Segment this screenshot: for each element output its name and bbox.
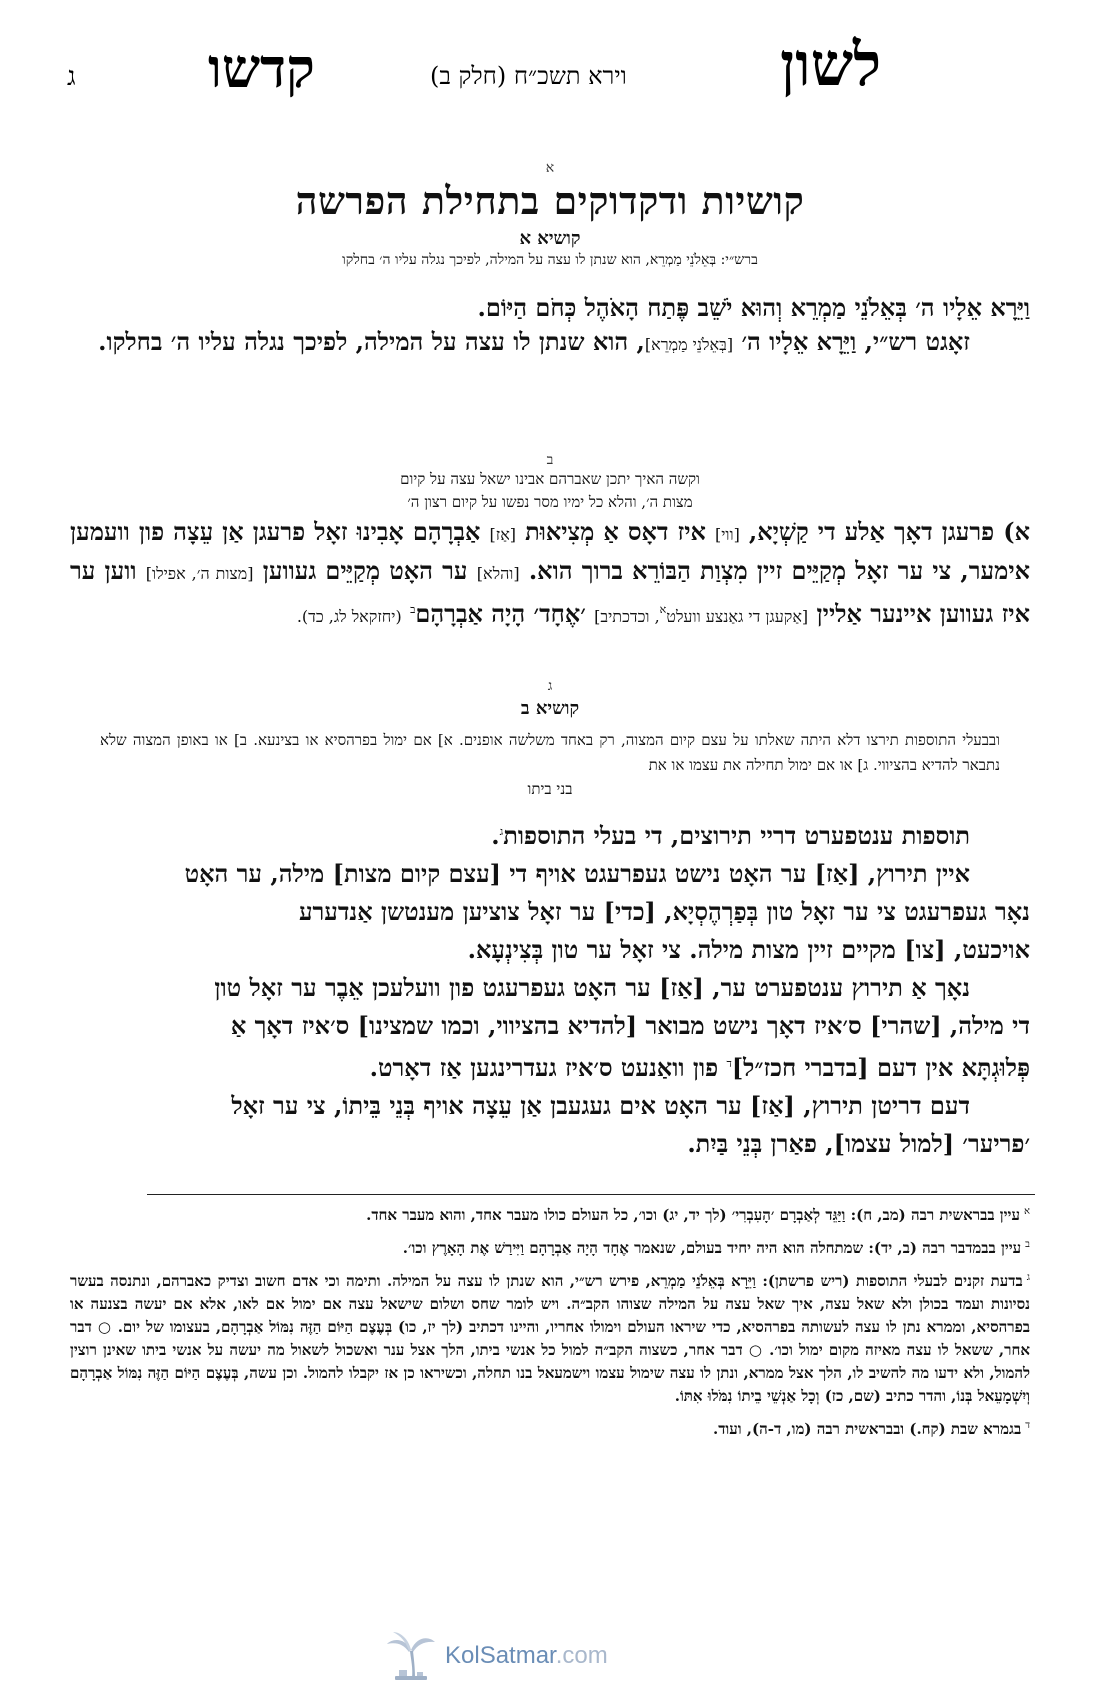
paragraph-1 xyxy=(70,322,1030,365)
p2-i: ווען ער איז געווען איינער אַליין xyxy=(70,556,1030,628)
p3-line-2: איין תירוץ, [אַז] ער האָט נישט געפרעגט אויף די [עצם קיום מצות] מילה, ער האָט xyxy=(184,859,970,888)
paragraph-3 xyxy=(70,813,1030,1163)
footnote-text: עיין בבראשית רבה (מב, ח): וַיַּגֵּד לְאַבְרָם ׳הָעִבְרִי׳ (לך יד, יג) וכו׳, כל העולם כולו מעבר אחד, והוא מעבר אחד. xyxy=(366,1206,1020,1224)
p2-m: (יחזקאל לג, כד). xyxy=(296,607,402,626)
watermark-brand: KolSatmar xyxy=(445,1642,556,1669)
palm-tree-icon xyxy=(385,1630,437,1686)
footnote xyxy=(70,1266,1030,1408)
footnote-mark: ד xyxy=(1025,1420,1030,1431)
header-parsha: וירא תשכ״ח (חלק ב) xyxy=(430,62,627,90)
footnotes xyxy=(70,1200,1030,1447)
footnote-divider xyxy=(147,1194,1035,1195)
kushya-1-subtitle: ברש״י: בְּאֵלֹנֵי מַמְרֵא, הוא שנתן לו עצה על המילה, לפיכך נגלה עליו ה׳ בחלקו xyxy=(342,252,758,268)
p3-line-8: דעם דריטן תירוץ, [אַז] ער האָט אים געגעבן אַן עֵצָה אויף בְּנֵי בֵּיתוֹ, צי ער זאָל xyxy=(231,1091,970,1120)
kolsatmar-watermark xyxy=(385,1630,645,1690)
p2-j: [אַקעגן די גאַנצע וועלט xyxy=(666,607,809,626)
footnote-ref-a[interactable]: א xyxy=(659,603,667,616)
footnote-ref-b[interactable]: ב xyxy=(410,603,416,616)
header-kodsho: קדשו xyxy=(208,36,315,100)
p2-g: ער האָט מְקַיֵּים געווען xyxy=(262,556,468,585)
p3-line-7-end: פון וואַנעט ס׳איז געדרינגען אַז דאָרט. xyxy=(369,1053,719,1082)
footnote-ref-d[interactable]: ד xyxy=(726,1057,732,1070)
p3-line xyxy=(70,1045,1030,1087)
p3-line-5: נאָך אַ תירוץ ענטפערט ער, [אַז] ער האָט געפרעגט פון וועלעכן אֵבֶר ער זאָל טון xyxy=(214,973,970,1002)
p1-text-a: זאָגט רש״י, וַיֵּרָא אֵלָיו ה׳ xyxy=(741,327,970,356)
watermark-tld: .com xyxy=(555,1642,608,1669)
p3-line-4: אויכעט, [צו] מקיים זיין מצות מילה. צי זאָל ער טון בְּצִינְעָא. xyxy=(467,935,1030,964)
page-title: קושיות ודקדוקים בתחילת הפרשה xyxy=(295,178,805,223)
p3-line-1: תוספות ענטפערט דריי תירוצים, די בעלי התוספות xyxy=(503,821,970,850)
p2-d: [אַז] xyxy=(489,525,517,544)
header-lashon: לשון xyxy=(780,30,882,100)
question-line-2: מצות ה׳, והלא כל ימיו מסר נפשו על קיום רצון ה׳ xyxy=(407,493,693,511)
footnote-text: בגמרא שבת (קח.) ובבראשית רבה (מו, ד-ה), ועוד. xyxy=(712,1420,1022,1438)
question-line-1: וקשה האיך יתכן שאברהם אבינו ישאל עצה על קיום xyxy=(400,470,700,488)
section-mark-b: ב xyxy=(546,452,554,468)
p3-line-9: ׳פריער׳ [למול עצמו], פאַרן בְּנֵי בַּיִת. xyxy=(687,1129,1030,1158)
p3-line-6: די מילה, [שהרי] ס׳איז דאָך נישט מבואר [להדיא בהציווי, וכמו שמצינו] ס׳איז דאָך אַ xyxy=(230,1011,1030,1040)
section-mark-g: ג xyxy=(547,678,553,694)
p2-l: ׳אֶחָד׳ הָיָה אַבְרָהָם xyxy=(415,599,586,628)
p2-h: [מצות ה׳, אפילו] xyxy=(145,564,254,583)
footnote-text: בדעת זקנים לבעלי התוספות (ריש פרשתן): וַיֵּרָא בְּאֵלֹנֵי מַמְרֵא, פירש רש״י, הוא שנתן לו עצה על המילה. ותימה וכי אדם חשוב וצדיק כאברהם, ונתנסה בעשר נסיונות ועמד בכולן ולא שאל עצה, איך שאל עצה על המילה שצוהו הקב״ה. ויש לומר שחס ושלום שישאל עצה אם ימול אם לאו, אלא אם יעשה בצנעה או בפרהסיא, וממרא נתן לו עצה לעשותה בפרהסיא, כדי שיראו העולם וימולו אחריו, והיינו דכתיב (לך יז, כו) בְּעֶצֶם הַיּוֹם הַזֶּה נִמּוֹל אַבְרָהָם, בעצומו של יום. ○ דבר אחר, ששאל לו עצה מאיזה מקום ימול וכו׳. ○ דבר אחר, כשצוה הקב״ה למול כל אנשי ביתו, הלך אצל ענר ואשכול לשאול מה יעשה על אנשי ביתו שאינן רוצין להמול, ולא ידעו מה להשיב לו, הלך אצל ממרא, ונתן לו עצה שימול עצמו וישמעאל בנו תחלה, וכשיראו כן אז יקבלו להמול. וכן עשה, בְּעֶצֶם הַיּוֹם הַזֶּה נִמּוֹל אַבְרָהָם וְיִשְׁמָעֵאל בְּנוֹ, והדר כתיב (שם, כז) וְכָל אַנְשֵׁי בֵיתוֹ נִמֹּלוּ אִתּוֹ. xyxy=(70,1272,1030,1405)
p3-line-7: פְּלוּגְתָּא אין דעם [בדברי חכז״ל] xyxy=(731,1053,1030,1082)
footnote xyxy=(70,1200,1030,1227)
watermark-text xyxy=(445,1642,608,1670)
footnote xyxy=(70,1233,1030,1260)
paragraph-2 xyxy=(70,514,1030,635)
footnote-mark: ב xyxy=(1025,1239,1030,1250)
p2-c: איז דאָס אַ מְצִיאוּת xyxy=(525,517,706,546)
p2-f: [והלא] xyxy=(476,564,520,583)
page-number: ג xyxy=(67,62,76,92)
kushya-1-label: קושיא א xyxy=(519,228,581,249)
footnote-mark: ג xyxy=(1026,1272,1030,1283)
p2-k: , וכדכתיב] xyxy=(594,607,660,626)
footnote xyxy=(70,1414,1030,1441)
footnote-ref-g[interactable]: ג xyxy=(499,825,504,838)
p2-b: [ווי] xyxy=(714,525,740,544)
section-mark-a: א xyxy=(545,160,555,176)
kushya-2-subtitle-end: בני ביתו xyxy=(527,780,573,798)
kushya-2-subtitle: ובבעלי התוספות תירצו דלא היתה שאלתו על עצם קיום המצוה, רק באחד משלשה אופנים. א] אם ימול בפרהסיא או בצינעא. ב] או באופן המצוה שלא נתבאר להדיא בהציווי. ג] או אם ימול תחילה את עצמו או את xyxy=(100,731,1000,774)
kushya-2-label: קושיא ב xyxy=(520,698,580,719)
footnote-text: עיין בבמדבר רבה (ב, יד): שמתחלה הוא היה יחיד בעולם, שנאמר אֶחָד הָיָה אַבְרָהָם וַיִּירַשׁ אֶת הָאָרֶץ וכו׳. xyxy=(402,1239,1022,1257)
footnote-mark: א xyxy=(1023,1206,1030,1217)
p2-a: א) פרעגן דאָך אַלע די קַשְׁיָא, xyxy=(748,517,1031,546)
verse-text: וַיֵּרָא אֵלָיו ה׳ בְּאֵלֹנֵי מַמְרֵא וְהוּא יֹשֵׁב פֶּתַח הָאֹהֶל כְּחֹם הַיּוֹם. xyxy=(477,293,1030,322)
p1-text-c: , הוא שנתן לו עצה על המילה, לפיכך נגלה עליו ה׳ בחלקו. xyxy=(98,327,645,356)
p3-line-3: נאָר געפרעגט צי ער זאָל טון בְּפַרְהֶסְיָא, [כדי] ער זאָל צוציען מענטשן אַנדערע xyxy=(298,897,1030,926)
p1-bracket: [בְּאֵלֹנֵי מַמְרֵא] xyxy=(644,335,734,354)
p2-e: אַבְרָהָם אָבִינוּ זאָל פרעגן אַן עֵצָה פון וועמען אימער, צי ער זאָל מְקַיֵּים זיין מִצְוַת הַבּוֹרֵא ברוך הוא. xyxy=(70,517,1031,585)
p3-line: תוספות ענטפערט דריי תירוצים, די בעלי התוספות$^ג$. xyxy=(491,821,970,850)
